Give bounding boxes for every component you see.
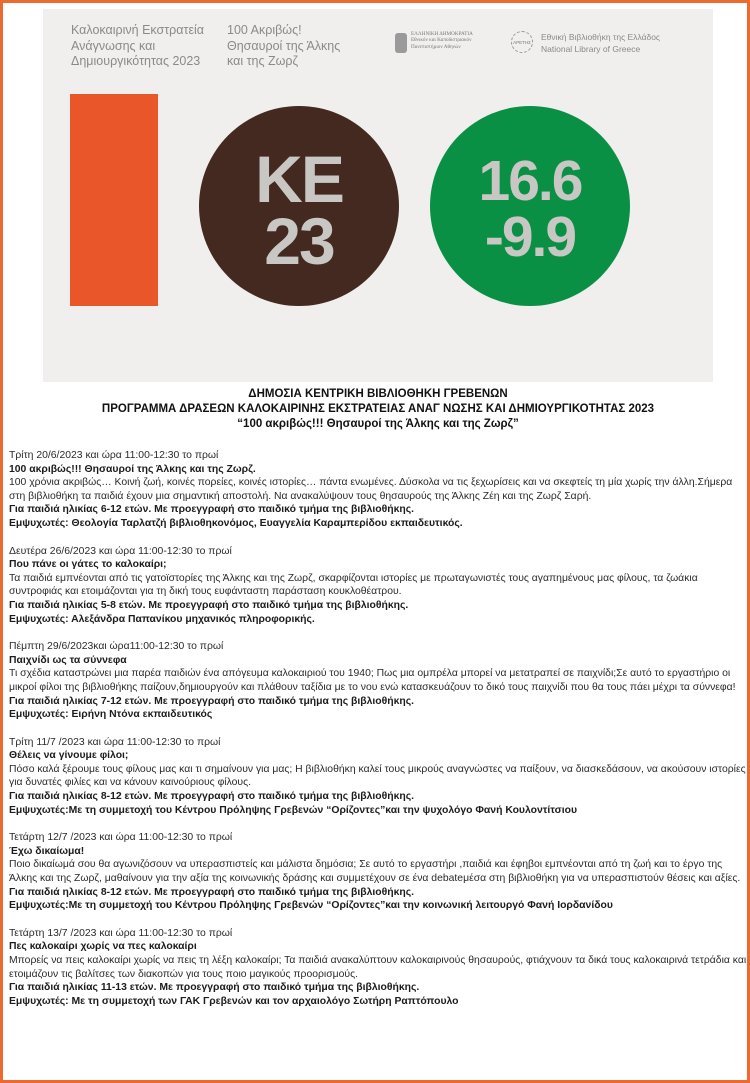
subtitle-line: και της Ζωρζ xyxy=(227,54,298,68)
university-logo xyxy=(395,31,507,61)
logo-line: Πανεπιστήμιον Αθηνών xyxy=(411,43,461,50)
event-description: 100 χρόνια ακριβώς… Κοινή ζωή, κοινές πορείες, κοινές ιστορίες… πάντα ενωμένες. Δύσκολα να τις ξεχωρίσεις και να σκεφτείς τη μία χωρίς την άλλη.Σήμερα στη βιβλιοθήκη τα παιδιά έχουν μια σημαντική αποστολή. Να ανακαλύψουν τους θησαυρούς της Άλκης Ζέη και της Ζωρζ Σαρή. xyxy=(9,477,733,502)
seal-icon xyxy=(395,33,407,53)
event-title: Πες καλοκαίρι χωρίς να πες καλοκαίρι xyxy=(9,941,197,953)
subtitle-line: 100 Ακριβώς! xyxy=(227,23,302,37)
program-subtitle: “100 ακριβώς!!! Θησαυροί της Άλκης και της Ζωρζ” xyxy=(237,418,519,430)
event-datetime: Πέμπτη 29/6/2023και ώρα11:00-12:30 το πρωί xyxy=(9,641,224,653)
dates-circle xyxy=(430,106,630,306)
start-date-text: 16.6 xyxy=(478,149,582,213)
campaign-banner xyxy=(43,9,713,382)
program-title: ΠΡΟΓΡΑΜΜΑ ΔΡΑΣΕΩΝ ΚΑΛΟΚΑΙΡΙΝΗΣ ΕΚΣΤΡΑΤΕΙΑΣ ΑΝΑΓ ΝΩΣΗΣ ΚΑΙ ΔΗΜΙΟΥΡΓΙΚΟΤΗΤΑΣ 2023 xyxy=(101,403,655,415)
library-name: ΔΗΜΟΣΙΑ ΚΕΝΤΡΙΚΗ ΒΙΒΛΙΟΘΗΚΗ ΓΡΕΒΕΝΩΝ xyxy=(248,388,508,400)
event-datetime: Τρίτη 20/6/2023 και ώρα 11:00-12:30 το πρωί xyxy=(9,450,219,461)
event-ages: Για παιδιά ηλικίας 7-12 ετών. Με προεγγραφή στο παιδικό τμήμα της βιβλιοθήκης. xyxy=(9,695,415,707)
national-library-logo xyxy=(541,31,713,55)
event-datetime: Τρίτη 11/7 /2023 και ώρα 11:00-12:30 το πρωί xyxy=(9,736,221,748)
event-item xyxy=(9,831,747,913)
event-hosts: Εμψυχωτές:Με τη συμμετοχή του Κέντρου Πρόληψης Γρεβενών “Ορίζοντες”και την ψυχολόγο Φανή Κουλοντίτσιου xyxy=(9,804,578,816)
event-description: Τι σχέδια καταστρώνει μια παρέα παιδιών ένα απόγευμα καλοκαιριού του 1940; Πως μια ομπρέλα μπορεί να μετατραπεί σε παιχνίδι;Σε αυτό το εργαστήριο οι μικροί φίλοι της βιβλιοθήκης παίζουν,δημιουργούν και πλάθουν ταξίδια με το νου ενώ κατασκευάζουν το δικό τους παιχνίδι που θα τους πάει μέχρι τα σύννεφα! xyxy=(9,668,736,693)
event-ages: Για παιδιά ηλικίας 5-8 ετών. Με προεγγραφή στο παιδικό τμήμα της βιβλιοθήκης. xyxy=(9,599,409,611)
campaign-line: Καλοκαιρινή Εκστρατεία xyxy=(71,23,205,37)
events-list xyxy=(9,449,747,1022)
event-item xyxy=(9,449,747,531)
event-ages: Για παιδιά ηλικίας 8-12 ετών. Με προεγγραφή στο παιδικό τμήμα της βιβλιοθήκης. xyxy=(9,886,415,898)
event-description: Μπορείς να πεις καλοκαίρι χωρίς να πεις τη λέξη καλοκαίρι; Τα παιδιά ανακαλύπτουν καλοκαιρινούς θησαυρούς, φτιάχνουν τα δικά τους καλοκαιρινά τετράδια και ετοιμάζουν τις βαλίτσες των διακοπών για τους ποιο μαγικούς προορισμούς. xyxy=(9,955,747,980)
event-item xyxy=(9,927,747,1009)
event-title: 100 ακριβώς!!! Θησαυροί της Άλκης και της Ζωρζ. xyxy=(9,463,256,475)
ke23-circle xyxy=(199,106,399,306)
event-title: Έχω δικαίωμα! xyxy=(9,845,85,857)
event-item xyxy=(9,640,747,722)
end-date-text: -9.9 xyxy=(484,205,576,269)
event-title: Παιχνίδι ως τα σύννεφα xyxy=(9,654,127,666)
event-hosts: Εμψυχωτές: Με τη συμμετοχή των ΓΑΚ Γρεβενών και τον αρχαιολόγο Σωτήρη Ραπτόπουλο xyxy=(9,995,459,1007)
event-ages: Για παιδιά ηλικίας 8-12 ετών. Με προεγγραφή στο παιδικό τμήμα της βιβλιοθήκης. xyxy=(9,791,415,803)
ke-text: ΚΕ xyxy=(255,142,343,216)
year-text: 23 xyxy=(264,204,334,278)
event-ages: Για παιδιά ηλικίας 11-13 ετών. Με προεγγραφή στο παιδικό τμήμα της βιβλιοθήκης. xyxy=(9,982,420,994)
event-description: Ποιο δικαίωμά σου θα αγωνιζόσουν να υπερασπιστείς και μάλιστα δημόσια; Σε αυτό το εργαστήρι ,παιδιά και έφηβοι εμπνέονται από τη ζωή και το έργο της Άλκης και της Ζωρζ, μαθαίνουν για την αξία της κοινωνικής δράσης και συμμετέχουν σε ένα debateμέσα στη βιβλιοθήκη για να υπερασπιστούν θέσεις και αξίες. xyxy=(9,859,741,885)
circle-logo xyxy=(511,31,533,53)
event-hosts: Εμψυχωτές:Με τη συμμετοχή του Κέντρου Πρόληψης Γρεβενών “Ορίζοντες”και την κοινωνική λειτουργό Φανή Ιορδανίδου xyxy=(9,900,613,912)
circle-logo-text: ΑΡΕΤΗΣ xyxy=(513,40,531,45)
event-datetime: Δευτέρα 26/6/2023 και ώρα 11:00-12:30 το πρωί xyxy=(9,545,232,557)
campaign-line: Δημιουργικότητας 2023 xyxy=(71,54,201,68)
orange-bar-graphic xyxy=(70,94,158,306)
logo-line: Εθνικόν και Καποδιστριακόν xyxy=(411,37,472,44)
event-ages: Για παιδιά ηλικίας 6-12 ετών. Με προεγγραφή στο παιδικό τμήμα της βιβλιοθήκης. xyxy=(9,504,415,516)
subtitle-line: Θησαυροί της Άλκης xyxy=(227,38,341,53)
nlg-line-english: National Library of Greece xyxy=(541,44,641,54)
event-item xyxy=(9,545,747,627)
event-datetime: Τετάρτη 13/7 /2023 και ώρα 11:00-12:30 το πρωί xyxy=(9,927,233,939)
campaign-line: Ανάγνωσης και xyxy=(71,38,156,53)
campaign-subtitle xyxy=(227,23,347,70)
event-title: Θέλεις να γίνουμε φίλοι; xyxy=(9,750,129,762)
event-datetime: Τετάρτη 12/7 /2023 και ώρα 11:00-12:30 το πρωί xyxy=(9,832,233,844)
event-hosts: Εμψυχωτές: Αλεξάνδρα Παπανίκου μηχανικός πληροφορικής. xyxy=(9,613,315,625)
event-description: Τα παιδιά εμπνέονται από τις γατοϊστορίες της Άλκης και της Ζωρζ, σκαρφίζονται ιστορίες με πρωταγωνιστές τους αγαπημένους μας φίλους, τα ζωάκια συντροφιάς και ετοιμάζονται για τη δική τους ευφάνταστη παράσταση κουκλοθέατρου. xyxy=(9,572,698,598)
event-description: Πόσο καλά ξέρουμε τους φίλους μας και τι σημαίνουν για μας; Η βιβλιοθήκη καλεί τους μικρούς αναγνώστες να παίξουν, να διασκεδάσουν, να ακούσουν ιστορίες για δυνατές φιλίες και να κάνουν καινούριους φίλους. xyxy=(9,763,746,789)
event-hosts: Εμψυχωτές: Θεολογία Ταρλατζή βιβλιοθηκονόμος, Ευαγγελία Καραμπερίδου εκπαιδευτικός. xyxy=(9,517,463,529)
campaign-title xyxy=(71,23,236,70)
event-item xyxy=(9,736,747,818)
event-hosts: Εμψυχωτές: Ειρήνη Ντόνα εκπαιδευτικός xyxy=(9,709,213,721)
event-title: Που πάνε οι γάτες το καλοκαίρι; xyxy=(9,559,167,571)
nlg-line-greek: Εθνική Βιβλιοθήκη της Ελλάδος xyxy=(541,32,661,42)
logo-line: ΕΛΛΗΝΙΚΗ ΔΗΜΟΚΡΑΤΙΑ xyxy=(411,31,473,37)
program-header xyxy=(3,387,750,432)
